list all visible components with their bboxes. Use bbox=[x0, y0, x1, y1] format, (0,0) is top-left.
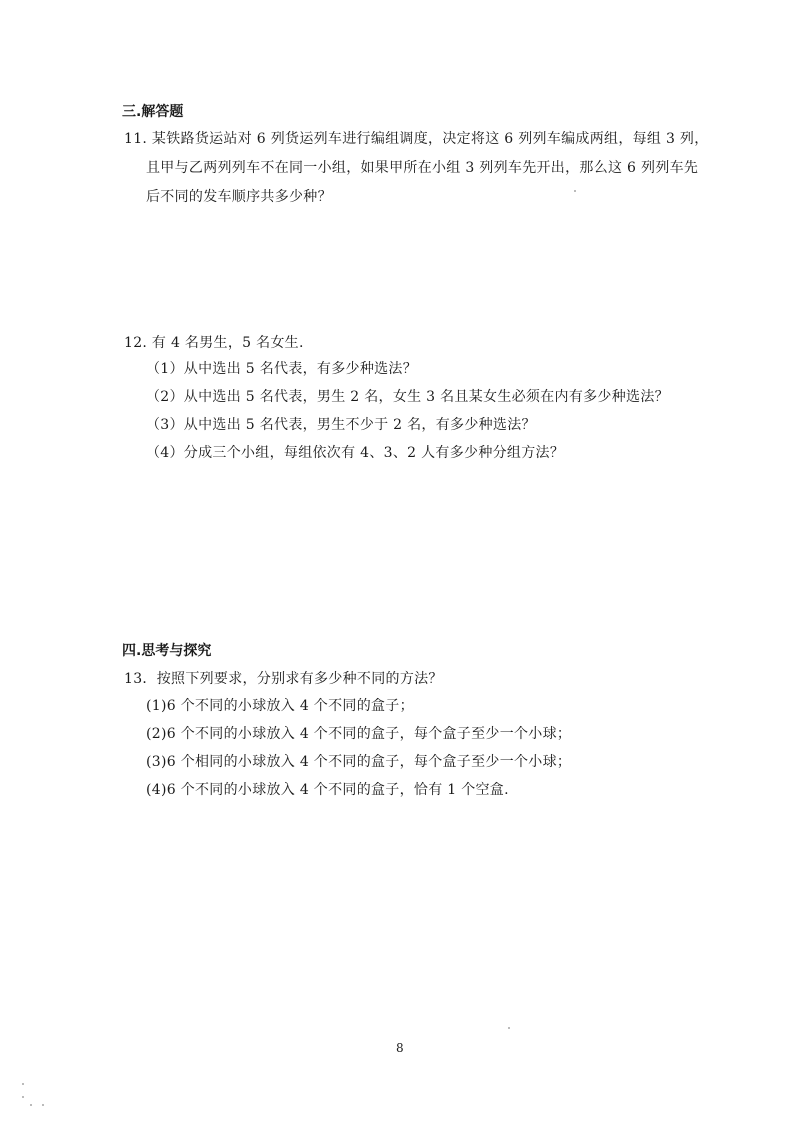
question-12-stem: 12. 有 4 名男生，5 名女生. bbox=[124, 335, 304, 351]
scan-speck bbox=[42, 1104, 44, 1106]
question-11-line-3: 后不同的发车顺序共多少种？ bbox=[146, 189, 332, 205]
scan-speck bbox=[22, 1096, 24, 1098]
scan-speck bbox=[508, 1027, 510, 1029]
section-heading-think-explore: 四.思考与探究 bbox=[122, 643, 212, 659]
section-heading-answer-questions: 三.解答题 bbox=[122, 104, 184, 120]
question-13-part-2: (2)6 个不同的小球放入 4 个不同的盒子，每个盒子至少一个小球； bbox=[146, 726, 572, 742]
question-11-line-2: 且甲与乙两列列车不在同一小组，如果甲所在小组 3 列列车先开出，那么这 6 列列车先 bbox=[146, 160, 699, 176]
question-12-part-3: （3）从中选出 5 名代表，男生不少于 2 名，有多少种选法？ bbox=[146, 417, 536, 433]
question-13-part-1: (1)6 个不同的小球放入 4 个不同的盒子； bbox=[146, 698, 414, 714]
question-13-part-3: (3)6 个相同的小球放入 4 个不同的盒子，每个盒子至少一个小球； bbox=[146, 754, 572, 770]
scan-speck bbox=[574, 190, 576, 192]
question-13-part-4: (4)6 个不同的小球放入 4 个不同的盒子，恰有 1 个空盒. bbox=[146, 782, 509, 798]
question-11-line-1: 11. 某铁路货运站对 6 列货运列车进行编组调度，决定将这 6 列列车编成两组，每组 3 列， bbox=[124, 131, 709, 147]
question-12-part-1: （1）从中选出 5 名代表，有多少种选法？ bbox=[146, 361, 418, 377]
page-number: 8 bbox=[396, 1041, 404, 1055]
question-13-stem: 13．按照下列要求，分别求有多少种不同的方法？ bbox=[124, 671, 443, 687]
question-12-part-2: （2）从中选出 5 名代表，男生 2 名，女生 3 名且某女生必须在内有多少种选法？ bbox=[146, 389, 669, 405]
scan-speck bbox=[22, 1083, 24, 1085]
scan-speck bbox=[30, 1104, 32, 1106]
question-12-part-4: （4）分成三个小组，每组依次有 4、3、2 人有多少种分组方法？ bbox=[146, 445, 565, 461]
